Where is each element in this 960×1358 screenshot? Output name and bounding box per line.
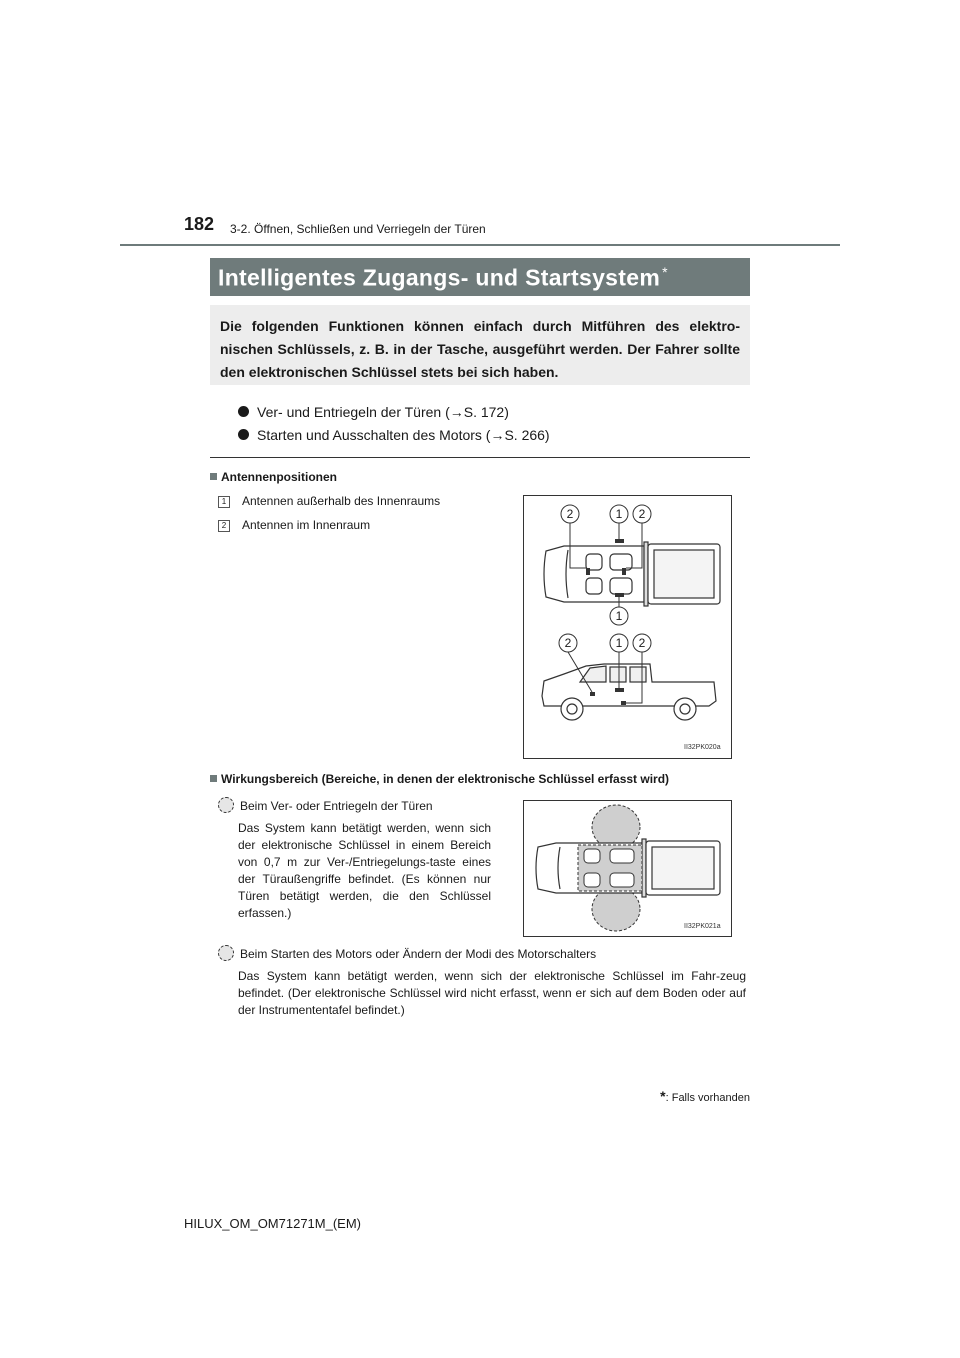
- dashed-zone-icon: [218, 797, 234, 813]
- legend-label: Antennen im Innenraum: [242, 518, 371, 532]
- document-code: HILUX_OM_OM71271M_(EM): [184, 1216, 361, 1231]
- callout-top-1: 2: [566, 507, 574, 521]
- page-number: 182: [184, 214, 215, 234]
- callout-side-1: 2: [564, 636, 572, 650]
- footnote-text: : Falls vorhanden: [665, 1092, 750, 1104]
- bullet-dot-icon: [238, 406, 249, 417]
- intro-box: [210, 305, 750, 385]
- section-title-text: Intelligentes Zugangs- und Startsystem: [218, 264, 661, 291]
- bullet-dot-icon: [238, 429, 249, 440]
- callout-top-3: 2: [638, 507, 646, 521]
- dashed-zone-icon: [218, 945, 234, 961]
- zone1-description: Das System kann betätigt werden, wenn sich der elektronische Schlüssel in einem Bereich von 0,7 m zur Ver-/Entriegelungs-taste eines der Türaußengriffe befindet. (Es können nur Türen betätigt werden, die den Schlüssel erfassen.): [238, 821, 491, 920]
- callout-mid: 1: [615, 609, 623, 623]
- subheading-text: Antennenpositionen: [221, 470, 337, 484]
- subheading-text: Wirkungsbereich (Bereiche, in denen der elektronische Schlüssel erfasst wird): [221, 772, 670, 786]
- range-figure: [523, 800, 732, 937]
- callout-side-3: 2: [638, 636, 646, 650]
- antenna-figure: [523, 495, 732, 759]
- antenna-diagram: [524, 496, 731, 758]
- section-divider: [210, 457, 750, 458]
- legend-item-1: [218, 494, 440, 508]
- legend-label: Antennen außerhalb des Innenraums: [242, 494, 441, 508]
- square-marker-icon: [210, 473, 217, 480]
- bullet-item: [238, 404, 509, 420]
- title-asterisk: *: [662, 264, 668, 280]
- zone2-description: Das System kann betätigt werden, wenn sich der elektronische Schlüssel im Fahr-zeug befindet. (Der elektronische Schlüssel wird nicht erfasst, wenn er sich auf dem Boden oder auf der Instrumententafel befindet.): [238, 969, 746, 1017]
- zone-label-text: Beim Starten des Motors oder Ändern der Modi des Motorschalters: [240, 947, 597, 961]
- figure-code: II32PK020a: [684, 744, 721, 751]
- section-title: [218, 264, 668, 292]
- intro-text: Die folgenden Funktionen können einfach durch Mitführen des elektro-nischen Schlüssels, z. B. in der Tasche, ausgeführt werden. Der Fahrer sollte den elektronischen Schlüssel stets bei sich haben.: [220, 318, 740, 380]
- legend-number: 1: [218, 496, 230, 508]
- range-diagram: [524, 801, 731, 936]
- legend-item-2: [218, 518, 370, 532]
- bullet-text: Starten und Ausschalten des Motors (→S. 266): [257, 427, 550, 443]
- truck-side-view: [542, 664, 716, 720]
- figure-code: II32PK021a: [684, 923, 721, 930]
- bullet-text: Ver- und Entriegeln der Türen (→S. 172): [257, 404, 509, 420]
- footnote: [660, 1088, 750, 1104]
- zone-label-doors: [218, 797, 433, 813]
- running-head: 3-2. Öffnen, Schließen und Verriegeln der Türen: [230, 222, 486, 236]
- callout-side-2: 1: [615, 636, 623, 650]
- callout-circles-side: [559, 634, 651, 652]
- zone-label-engine: [218, 945, 596, 961]
- bullet-item: [238, 427, 550, 443]
- callout-top-2: 1: [615, 507, 623, 521]
- header-rule: [120, 244, 840, 246]
- footnote-asterisk: *: [660, 1088, 666, 1104]
- square-marker-icon: [210, 775, 217, 782]
- zone-label-text: Beim Ver- oder Entriegeln der Türen: [240, 799, 433, 813]
- legend-number: 2: [218, 520, 230, 532]
- subheading-range: [210, 772, 669, 786]
- section-title-bar: [210, 258, 750, 296]
- subheading-antenna: [210, 470, 337, 484]
